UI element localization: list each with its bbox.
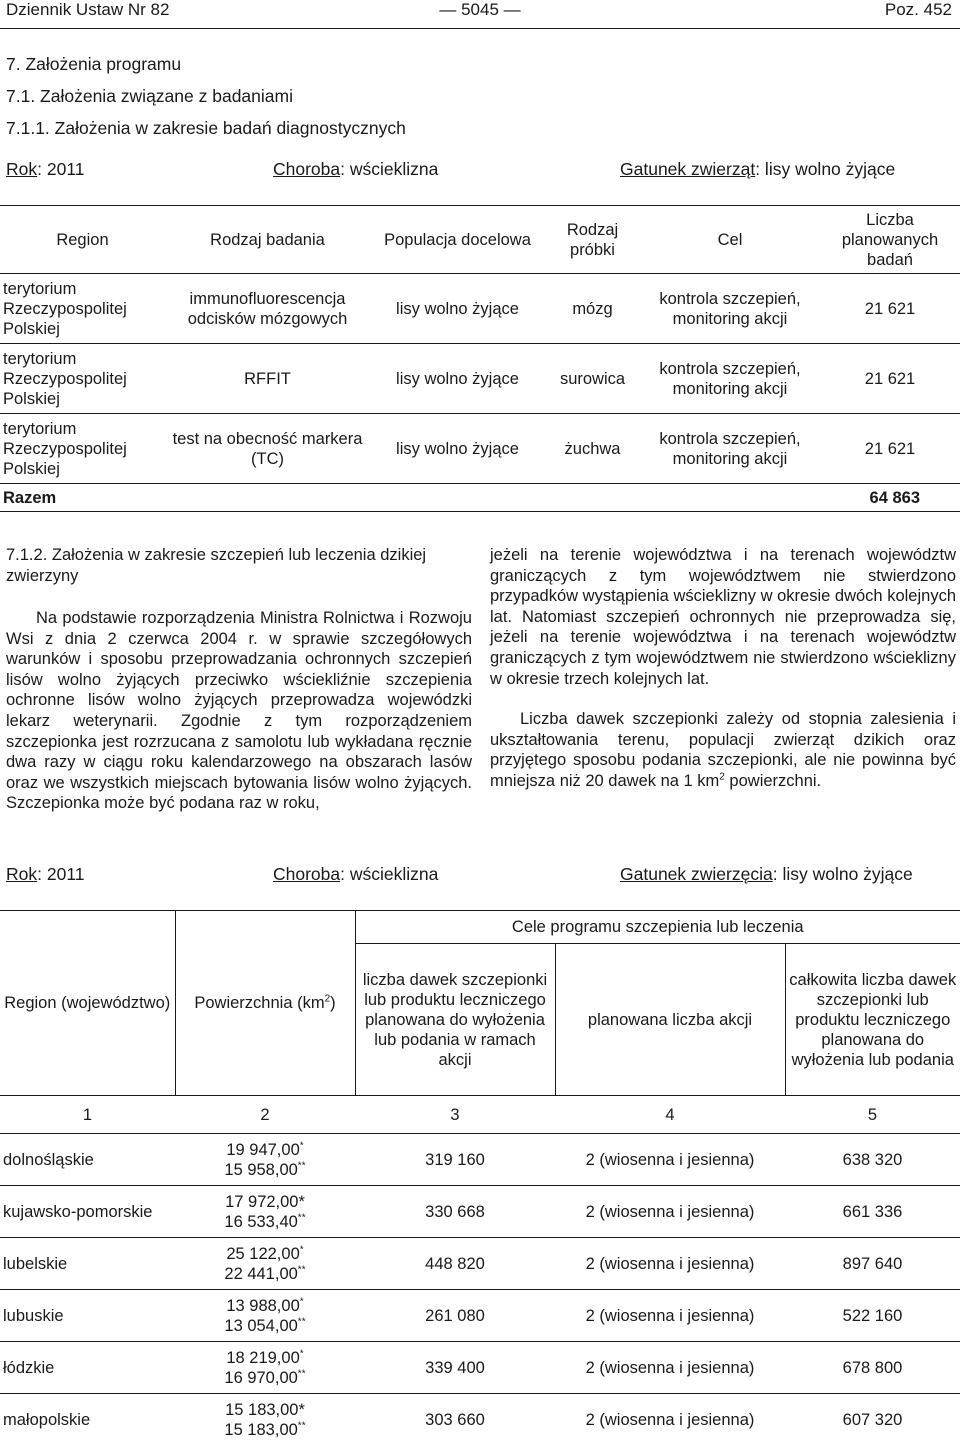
area-footnote-2: ** — [297, 1212, 306, 1223]
area-value-1: 13 988,00 — [226, 1296, 300, 1315]
rok-line — [6, 159, 84, 180]
cell-actions: 2 (wiosenna i jesienna) — [555, 1186, 785, 1238]
rok-value-2: : 2011 — [37, 864, 85, 884]
choroba-line — [273, 159, 438, 180]
choroba-label: Choroba — [273, 159, 341, 179]
cell-sample-type: żuchwa — [545, 414, 640, 484]
cell-population: lisy wolno żyjące — [370, 274, 545, 344]
right-paragraph-2-end: powierzchni. — [724, 771, 822, 790]
area-value-2: 22 441,00 — [224, 1264, 298, 1283]
choroba-value: : wścieklizna — [340, 159, 439, 179]
section-title: Założenia w zakresie szczepień lub leczenia dzikiej zwierzyny — [6, 546, 427, 585]
cell-total: 678 800 — [785, 1342, 960, 1394]
col-number: 4 — [555, 1096, 785, 1134]
header-region: Region — [56, 230, 109, 249]
header-purpose: Cel — [717, 230, 743, 249]
cell-doses: 319 160 — [355, 1134, 555, 1186]
section-number: 7.1.2. — [6, 546, 48, 564]
section-heading-7: 7. Założenia programu — [6, 54, 182, 74]
cell-area — [175, 1394, 355, 1446]
col-number: 1 — [0, 1096, 175, 1134]
header-sample-type: Rodzaj próbki — [566, 220, 619, 259]
cell-total: 897 640 — [785, 1238, 960, 1290]
area-footnote-2: ** — [297, 1264, 306, 1275]
cell-region: lubelskie — [0, 1238, 175, 1290]
area-value-1: 19 947,00 — [226, 1140, 300, 1159]
header-total-doses: całkowita liczba dawek szczepionki lub produktu leczniczego planowana do wyłożenia lub podania — [785, 944, 960, 1096]
cell-area — [175, 1342, 355, 1394]
area-value-2: 15 958,00 — [224, 1160, 298, 1179]
header-actions: planowana liczba akcji — [555, 944, 785, 1096]
section-heading-7-1-2 — [6, 545, 472, 586]
right-paragraph-2 — [490, 709, 956, 791]
cell-region: łódzkie — [0, 1342, 175, 1394]
gatunek-label-2: Gatunek zwierzęcia — [620, 864, 773, 884]
header-doses: liczba dawek szczepionki lub produktu leczniczego planowana do wyłożenia lub podania w ramach akcji — [355, 944, 555, 1096]
col-number: 3 — [355, 1096, 555, 1134]
column-numbers-row — [0, 1096, 960, 1134]
cell-total: 607 320 — [785, 1394, 960, 1446]
cell-doses: 339 400 — [355, 1342, 555, 1394]
cell-region: kujawsko-pomorskie — [0, 1186, 175, 1238]
group-header-row — [0, 911, 960, 944]
page-number: — 5045 — — [439, 0, 521, 19]
cell-actions: 2 (wiosenna i jesienna) — [555, 1238, 785, 1290]
right-column — [490, 545, 956, 792]
header-program-goals: Cele programu szczepienia lub leczenia — [355, 911, 960, 944]
choroba-value-2: : wścieklizna — [340, 864, 439, 884]
rok-label: Rok — [6, 159, 38, 179]
cell-region: małopolskie — [0, 1394, 175, 1446]
table-header-row — [0, 206, 960, 274]
gatunek-value: : lisy wolno żyjące — [755, 159, 896, 179]
cell-region: lubuskie — [0, 1290, 175, 1342]
gatunek-line — [620, 159, 895, 180]
area-value-1: 15 183,00* — [225, 1400, 305, 1419]
cell-sample-type: mózg — [545, 274, 640, 344]
total-row — [0, 484, 960, 512]
cell-total: 661 336 — [785, 1186, 960, 1238]
cell-actions: 2 (wiosenna i jesienna) — [555, 1394, 785, 1446]
cell-sample-type: surowica — [545, 344, 640, 414]
section-heading-7-1: 7.1. Założenia związane z badaniami — [6, 86, 293, 106]
area-footnote-1: * — [299, 1296, 304, 1307]
header-area-sup: 2 — [324, 993, 331, 1005]
cell-region: dolnośląskie — [0, 1134, 175, 1186]
cell-purpose: kontrola szczepień, monitoring akcji — [640, 344, 820, 414]
header-area-text: Powierzchnia (km — [194, 994, 325, 1012]
cell-test-type: immunofluorescencja odcisków mózgowych — [165, 274, 370, 344]
cell-area — [175, 1134, 355, 1186]
cell-test-type: test na obecność markera (TC) — [165, 414, 370, 484]
area-footnote-2: ** — [297, 1316, 306, 1327]
cell-doses: 261 080 — [355, 1290, 555, 1342]
position-number: Poz. 452 — [884, 0, 952, 19]
header-planned-count: Liczba planowanych badań — [841, 210, 939, 269]
rok-label-2: Rok — [6, 864, 38, 884]
table-row — [0, 1186, 960, 1238]
area-value-2: 15 183,00 — [224, 1420, 298, 1439]
total-label: Razem — [0, 484, 820, 512]
area-footnote-1: * — [299, 1348, 304, 1359]
table-row — [0, 1238, 960, 1290]
area-footnote-2: ** — [297, 1368, 306, 1379]
table-row — [0, 414, 960, 484]
cell-test-type: RFFIT — [165, 344, 370, 414]
journal-title: Dziennik Ustaw Nr 82 — [6, 0, 170, 19]
cell-region: terytorium Rzeczypospolitej Polskiej — [0, 414, 165, 484]
table-row — [0, 1342, 960, 1394]
cell-area — [175, 1290, 355, 1342]
col-number: 2 — [175, 1096, 355, 1134]
cell-planned-count: 21 621 — [820, 414, 960, 484]
choroba-label-2: Choroba — [273, 864, 341, 884]
area-value-1: 17 972,00* — [225, 1192, 305, 1211]
diagnostic-table — [0, 205, 960, 512]
cell-planned-count: 21 621 — [820, 344, 960, 414]
table-row — [0, 1290, 960, 1342]
area-footnote-1: * — [299, 1244, 304, 1255]
cell-actions: 2 (wiosenna i jesienna) — [555, 1290, 785, 1342]
area-value-1: 25 122,00 — [226, 1244, 300, 1263]
gatunek-line-2 — [620, 864, 913, 885]
cell-population: lisy wolno żyjące — [370, 414, 545, 484]
choroba-line-2 — [273, 864, 438, 885]
page-header — [0, 0, 960, 22]
header-test-type: Rodzaj badania — [210, 230, 325, 249]
rok-line-2 — [6, 864, 84, 885]
header-rule — [0, 28, 960, 29]
cell-population: lisy wolno żyjące — [370, 344, 545, 414]
area-footnote-2: ** — [297, 1160, 306, 1171]
total-value: 64 863 — [820, 484, 960, 512]
table-row — [0, 1394, 960, 1446]
left-paragraph: Na podstawie rozporządzenia Ministra Rolnictwa i Rozwoju Wsi z dnia 2 czerwca 2004 r. w sprawie szczegółowych warunków i sposobu przeprowadzania ochronnych szczepień lisów wolno żyjących przeciwko wściekliźnie szczepienia ochronne lisów wolno żyjących przeprowadza wojewódzki lekarz weterynarii. Zgodnie z tym rozporządzeniem szczepionka jest rozrzucana z samolotu lub wykładana ręcznie dwa razy w ciągu roku kalendarzowego na obszarach lasów oraz we wszystkich miejscach bytowania lisów wolno żyjących. Szczepionka może być podana raz w roku, — [6, 609, 472, 813]
vaccination-table — [0, 910, 960, 1446]
cell-area — [175, 1238, 355, 1290]
col-number: 5 — [785, 1096, 960, 1134]
cell-total: 522 160 — [785, 1290, 960, 1342]
table-row — [0, 344, 960, 414]
cell-area — [175, 1186, 355, 1238]
area-footnote-1: * — [299, 1140, 304, 1151]
gatunek-value-2: : lisy wolno żyjące — [772, 864, 913, 884]
cell-doses: 303 660 — [355, 1394, 555, 1446]
cell-purpose: kontrola szczepień, monitoring akcji — [640, 274, 820, 344]
area-value-2: 16 533,40 — [224, 1212, 298, 1231]
cell-planned-count: 21 621 — [820, 274, 960, 344]
cell-actions: 2 (wiosenna i jesienna) — [555, 1134, 785, 1186]
cell-doses: 330 668 — [355, 1186, 555, 1238]
table-row — [0, 274, 960, 344]
cell-actions: 2 (wiosenna i jesienna) — [555, 1342, 785, 1394]
rok-value: : 2011 — [37, 159, 85, 179]
header-population: Populacja docelowa — [384, 230, 531, 249]
right-paragraph-2-text: Liczba dawek szczepionki zależy od stopnia zalesienia i ukształtowania terenu, populacji zwierząt dzikich oraz przyjętego sposobu podania szczepionki, ale nie powinna być mniejsza niż 20 dawek na 1 km — [490, 710, 956, 790]
cell-region: terytorium Rzeczypospolitej Polskiej — [0, 274, 165, 344]
cell-purpose: kontrola szczepień, monitoring akcji — [640, 414, 820, 484]
header-region: Region (województwo) — [4, 994, 171, 1012]
header-area — [175, 911, 355, 1096]
cell-region: terytorium Rzeczypospolitej Polskiej — [0, 344, 165, 414]
area-value-1: 18 219,00 — [226, 1348, 300, 1367]
km-superscript: 2 — [719, 771, 725, 783]
cell-total: 638 320 — [785, 1134, 960, 1186]
gatunek-label: Gatunek zwierząt — [620, 159, 756, 179]
table-row — [0, 1134, 960, 1186]
right-paragraph-1: jeżeli na terenie województwa i na terenach województw graniczących z tym województwem nie stwierdzono przypadków wystąpienia wścieklizny w okresie dwóch kolejnych lat. Natomiast szczepień ochronnych nie przeprowadza się, jeżeli na terenie województwa i na terenach województw graniczących z tym województwem nie stwierdzono wścieklizny w okresie trzech kolejnych lat. — [490, 546, 956, 688]
area-footnote-2: ** — [297, 1420, 306, 1432]
area-value-2: 16 970,00 — [224, 1368, 298, 1387]
area-value-2: 13 054,00 — [224, 1316, 298, 1335]
cell-doses: 448 820 — [355, 1238, 555, 1290]
header-area-end: ) — [330, 994, 336, 1012]
section-heading-7-1-1: 7.1.1. Założenia w zakresie badań diagnostycznych — [6, 118, 406, 138]
left-column — [6, 608, 472, 814]
